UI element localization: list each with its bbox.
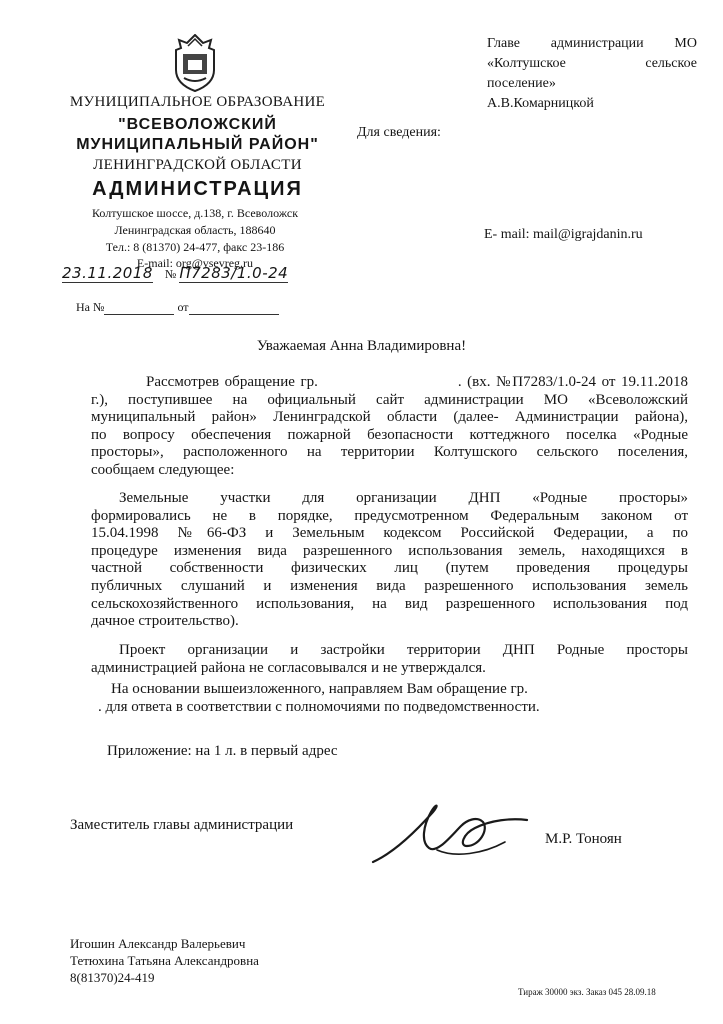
sender-phone-line: Тел.: 8 (81370) 24-477, факс 23-186 — [105, 240, 285, 254]
reference-number-blank — [104, 299, 174, 315]
paragraph-line: г.), поступившее на официальный сайт администрации МО «Всеволожский — [91, 391, 688, 408]
paragraph-line: администрацией района не согласовывался и не утверждался. — [91, 659, 486, 676]
paragraph-2 — [91, 490, 688, 631]
registration-number-label: № — [164, 267, 177, 281]
paragraph-line: процедуре изменения вида разрешенного использования земель, находящихся в — [91, 542, 688, 559]
paragraph-line: сельскохозяйственного использования, на вид разрешенного использования под — [91, 595, 688, 612]
paragraph-line: . для ответа в соответствии с полномочиями по подведомственности. — [98, 698, 540, 715]
recipient-name: А.В.Комарницкой — [487, 96, 594, 111]
paragraph-3 — [91, 642, 688, 677]
paragraph-4 — [91, 681, 688, 716]
paragraph-line: публичных слушаний и изменения вида разрешенного использования земель — [91, 577, 688, 594]
paragraph-1 — [91, 374, 688, 480]
recipient-line-3: поселение» — [487, 76, 556, 91]
sender-title: АДМИНИСТРАЦИЯ — [92, 178, 303, 200]
paragraph-line: просторы», расположенного на территории Колтушского сельского поселения, — [91, 444, 688, 461]
print-info: Тираж 30000 экз. Заказ 045 28.09.18 — [518, 987, 656, 997]
paragraph-line: Проект организации и застройки территории ДНП Родные просторы — [119, 642, 688, 658]
paragraph-line: На основании вышеизложенного, направляем Вам обращение гр. — [111, 681, 528, 697]
paragraph-line: дачное строительство). — [91, 613, 239, 630]
sender-email-line: E-mail: org@vsevreg.ru — [136, 256, 254, 270]
paragraph-line: Земельные участки для организации ДНП «Родные просторы» — [119, 490, 688, 506]
paragraph-line: по вопросу обеспечения пожарной безопасности коттеджного поселка «Родные — [91, 426, 688, 443]
registration-number: П7283/1.0-24 — [179, 264, 289, 282]
paragraph-line: формировались не в порядке, предусмотренном Федеральным законом от — [91, 507, 688, 524]
reference-line — [76, 299, 279, 315]
registration-date: 23.11.2018 — [62, 264, 153, 282]
recipient-line-1: Главе администрации МО — [487, 36, 697, 51]
sender-line-1: МУНИЦИПАЛЬНОЕ ОБРАЗОВАНИЕ — [69, 94, 326, 110]
executor-phone: 8(81370)24-419 — [70, 970, 155, 985]
signer-name: М.Р. Тоноян — [545, 831, 622, 847]
executor-name: Тетюхина Татьяна Александровна — [70, 953, 259, 968]
attachment-note: Приложение: на 1 л. в первый адрес — [107, 743, 338, 759]
greeting: Уважаемая Анна Владимировна! — [256, 338, 467, 354]
recipient-email: E- mail: mail@igrajdanin.ru — [484, 227, 643, 242]
registration-number-field — [179, 264, 288, 283]
executor-name: Игошин Александр Валерьевич — [70, 936, 246, 951]
sender-address-line: Ленинградская область, 188640 — [114, 223, 276, 237]
recipient-block — [487, 34, 697, 114]
sender-line-2: "ВСЕВОЛОЖСКИЙ — [118, 116, 277, 133]
paragraph-line: частной собственности физических лиц (путем проведения процедуры — [91, 560, 688, 577]
paragraph-line: муниципальный район» Ленинградской области (далее- Администрации района), — [91, 409, 688, 426]
for-info-label: Для сведения: — [357, 125, 441, 140]
handwritten-signature — [365, 790, 535, 880]
registration-line — [62, 264, 288, 283]
paragraph-line: сообщаем следующее: — [91, 461, 235, 478]
paragraph-line: Рассмотрев обращение гр. . (вх. №П7283/1.0-24 от 19.11.2018 — [146, 374, 688, 390]
sender-address-line: Колтушское шоссе, д.138, г. Всеволожск — [91, 206, 299, 220]
registration-date-field — [62, 264, 153, 283]
reference-number-label: На № — [76, 300, 105, 314]
paragraph-line: 15.04.1998 №66-ФЗ и Земельным кодексом Российской Федерации, а по — [91, 525, 688, 542]
coat-of-arms-icon — [170, 34, 220, 92]
reference-date-blank — [189, 299, 279, 315]
sender-line-4: ЛЕНИНГРАДСКОЙ ОБЛАСТИ — [93, 157, 302, 173]
sender-line-3: МУНИЦИПАЛЬНЫЙ РАЙОН" — [76, 136, 319, 153]
signer-title: Заместитель главы администрации — [70, 817, 294, 833]
recipient-line-2: «Колтушское сельское — [487, 56, 697, 71]
reference-from-label: от — [177, 300, 189, 314]
executors-block — [70, 935, 259, 986]
